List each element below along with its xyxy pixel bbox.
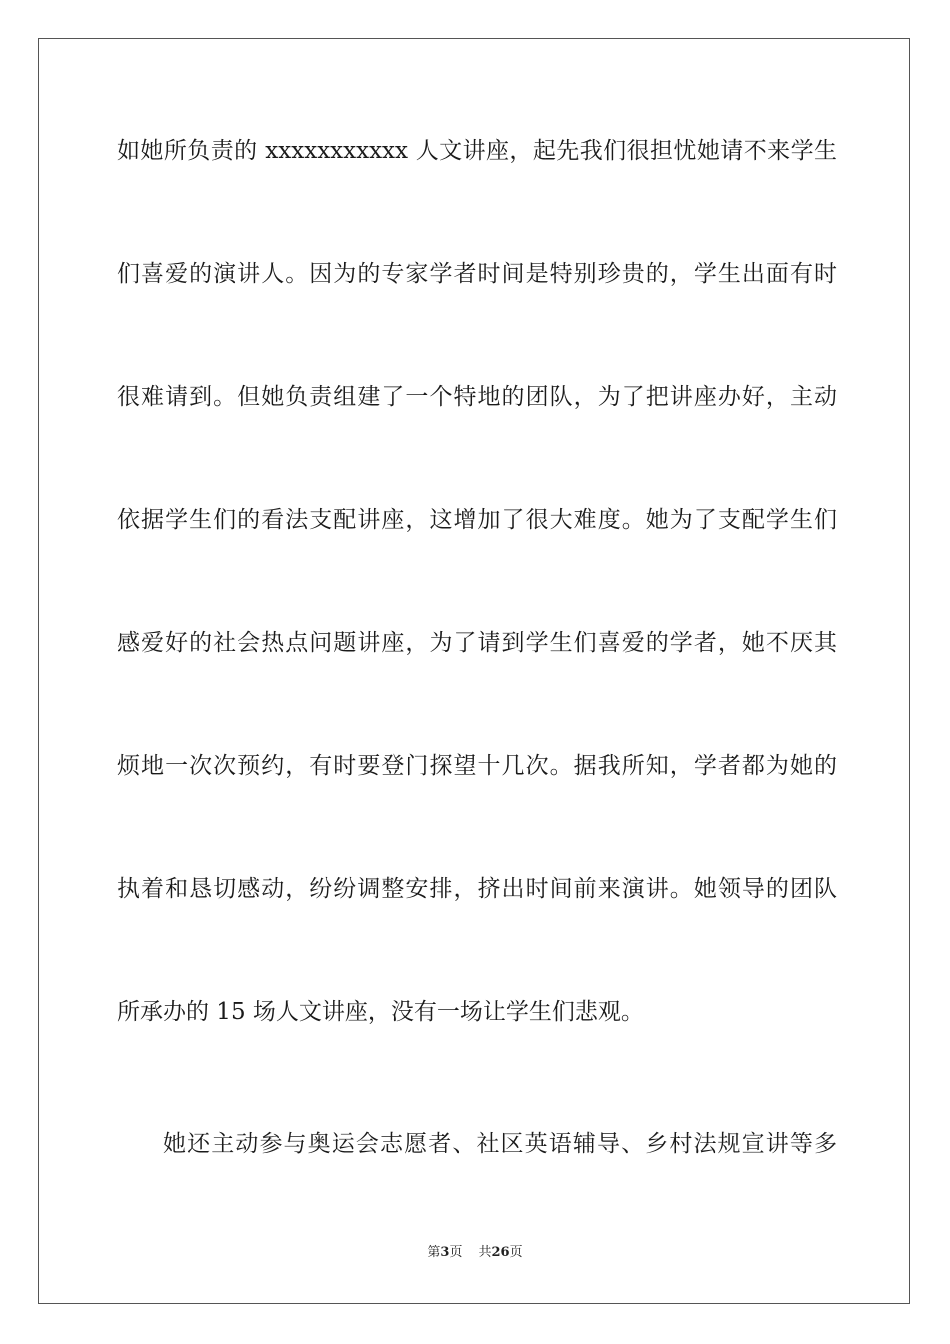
page-border <box>38 38 910 1304</box>
body-text-line: 依据学生们的看法支配讲座，这增加了很大难度。她为了支配学生们 <box>117 507 837 533</box>
page-prefix: 第 <box>427 1245 441 1260</box>
page-suffix: 页 <box>449 1245 463 1260</box>
total-suffix: 页 <box>509 1245 523 1260</box>
body-text-line: 如她所负责的 xxxxxxxxxxx 人文讲座，起先我们很担忧她请不来学生 <box>117 138 837 164</box>
total-prefix: 共 <box>478 1245 492 1260</box>
body-text-line: 烦地一次次预约，有时要登门探望十几次。据我所知，学者都为她的 <box>117 753 837 779</box>
body-text-line: 所承办的 15 场人文讲座，没有一场让学生们悲观。 <box>117 999 644 1025</box>
page-footer <box>0 1244 950 1262</box>
body-text-line: 们喜爱的演讲人。因为的专家学者时间是特别珍贵的，学生出面有时 <box>117 261 837 287</box>
page-number: 3 <box>440 1245 450 1260</box>
body-text-line: 执着和恳切感动，纷纷调整安排，挤出时间前来演讲。她领导的团队 <box>117 876 837 902</box>
body-text-line: 感爱好的社会热点问题讲座，为了请到学生们喜爱的学者，她不厌其 <box>117 630 837 656</box>
body-text-line: 很难请到。但她负责组建了一个特地的团队，为了把讲座办好，主动 <box>117 384 837 410</box>
paragraph-first-line: 她还主动参与奥运会志愿者、社区英语辅导、乡村法规宣讲等多 <box>163 1131 837 1157</box>
total-pages: 26 <box>491 1245 510 1260</box>
